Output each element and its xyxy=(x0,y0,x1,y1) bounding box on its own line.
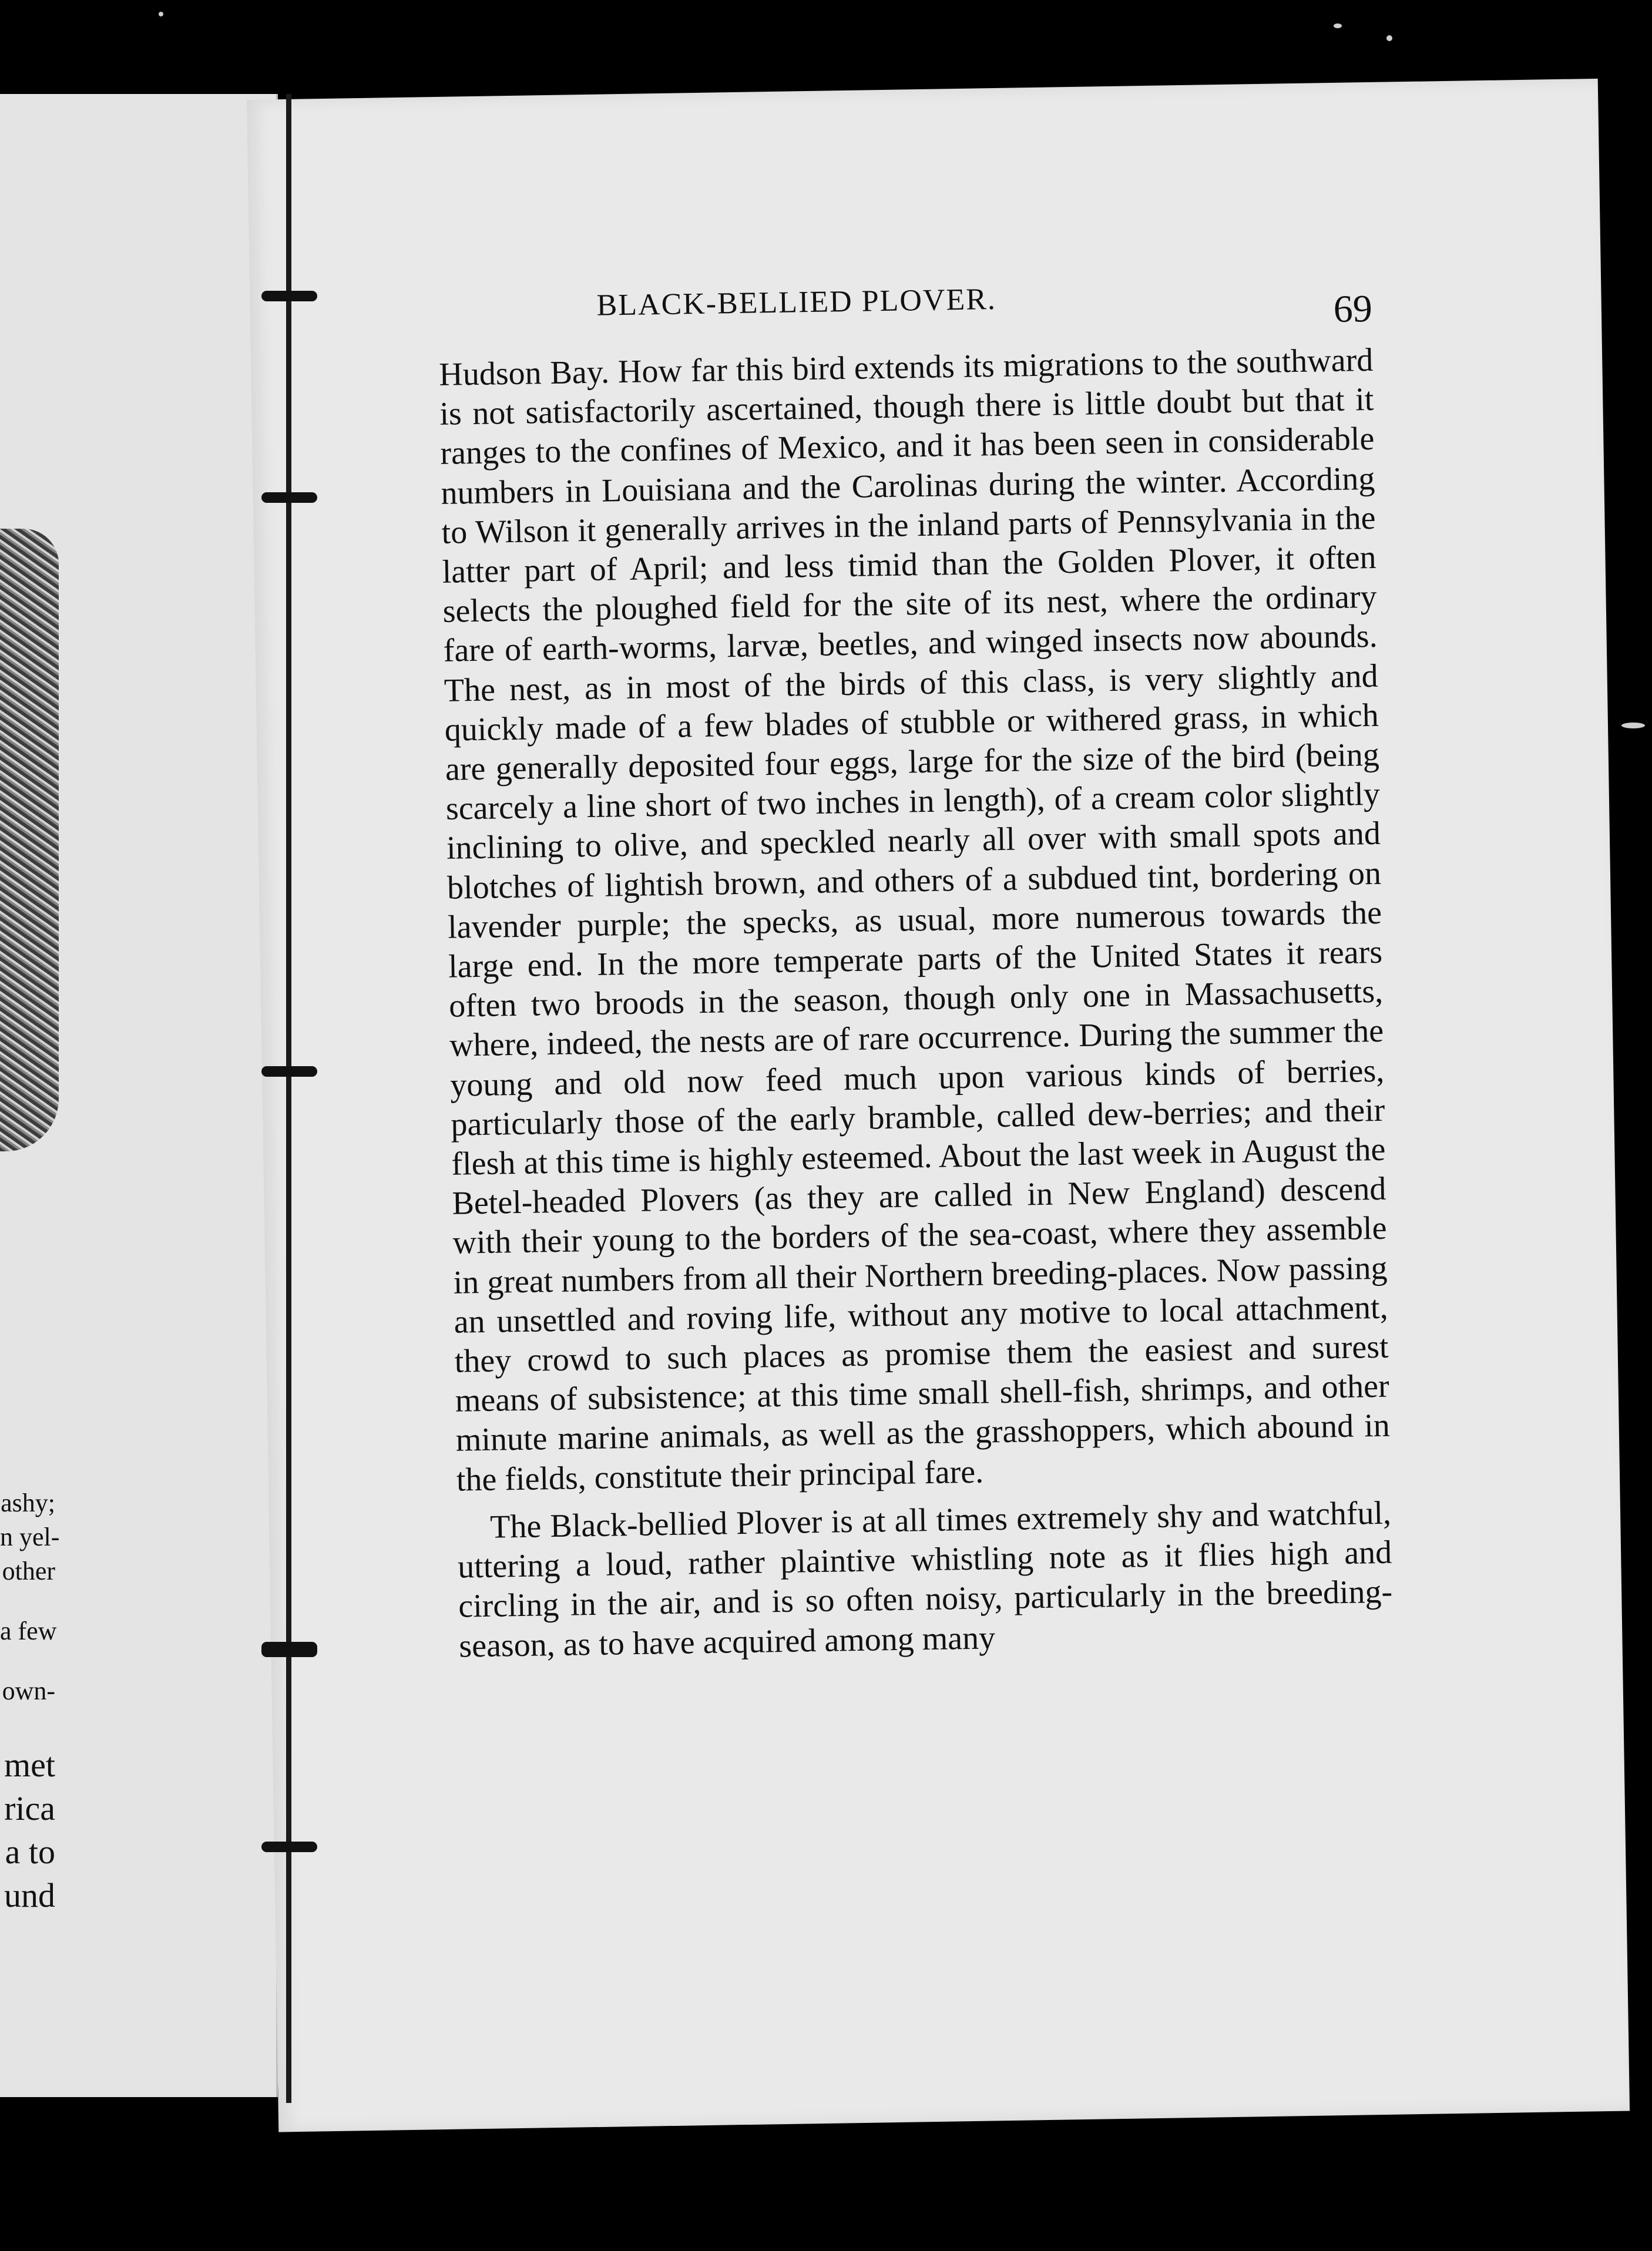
binding-thread xyxy=(286,94,291,2103)
page-body xyxy=(439,341,1394,1666)
running-header xyxy=(438,276,1372,344)
left-facing-page xyxy=(0,94,278,2097)
left-fragment-line: own- xyxy=(2,1677,55,1705)
binding-stitch xyxy=(261,1842,317,1852)
left-fragment-line: a few xyxy=(0,1617,57,1645)
running-title: BLACK-BELLIED PLOVER. xyxy=(596,283,997,322)
left-fragment-line: other xyxy=(2,1557,55,1585)
left-fragment-line: a to xyxy=(5,1833,55,1871)
binding-stitch xyxy=(261,291,317,301)
dust-speck xyxy=(159,12,163,16)
left-fragment-line: met xyxy=(4,1746,55,1784)
left-page-text-fragments xyxy=(0,1486,60,1917)
dust-speck xyxy=(1386,35,1392,41)
paragraph: Hudson Bay. How far this bird extends its migrations to the southward is not satisfactorily ascertained, though there is little doubt but that it ranges to the confines of Mexico, and it has been seen in considerable numbers in Louisiana and the Carolinas during the winter. According to Wilson it generally arrives in the inland parts of Pennsylvania in the latter part of April; and less timid than the Golden Plover, it often selects the ploughed field for the site of its nest, where the ordinary fare of earth-worms, larvæ, beetles, and winged insects now abounds. The nest, as in most of the birds of this class, is very slightly and quickly made of a few blades of stubble or withered grass, in which are generally deposited four eggs, large for the size of the bird (being scarcely a line short of two inches in length), of a cream color slightly inclining to olive, and speckled nearly all over with small spots and blotches of lightish brown, and others of a subdued tint, bordering on lavender purple; the specks, as usual, more numerous towards the large end. In the more temperate parts of the United States it rears often two broods in the season, though only one in Massachusetts, where, indeed, the nests are of rare occurrence. During the summer the young and old now feed much upon various kinds of berries, particularly those of the early bramble, called dew-berries; and their flesh at this time is highly esteemed. About the last week in August the Betel-headed Plovers (as they are called in New England) descend with their young to the borders of the sea-coast, where they assemble in great numbers from all their Northern breeding-places. Now passing an unsettled and roving life, without any motive to local attachment, they crowd to such places as promise them the easiest and surest means of subsistence; at this time small shell-fish, shrimps, and other minute marine animals, as well as the grasshoppers, which abound in the fields, constitute their principal fare. xyxy=(438,341,1391,1499)
page-number: 69 xyxy=(1333,287,1373,331)
left-fragment-line: ashy; xyxy=(1,1489,55,1517)
paragraph: The Black-bellied Plover is at all times extremely shy and watchful, uttering a loud, rather plaintive whistling note as it flies high and circling in the air, and is so often noisy, particularly in the breeding-season, as to have acquired among many xyxy=(457,1494,1393,1665)
bird-engraving-fragment xyxy=(0,529,59,1151)
dust-speck xyxy=(1621,723,1645,728)
left-fragment-line: n yel- xyxy=(0,1523,60,1551)
left-fragment-line: rica xyxy=(4,1789,55,1827)
binding-stitch xyxy=(261,492,317,503)
left-fragment-line: und xyxy=(4,1876,55,1914)
right-text-page xyxy=(247,79,1630,2132)
dust-speck xyxy=(1334,23,1342,28)
binding-stitch xyxy=(261,1066,317,1077)
binding-stitch xyxy=(261,1642,317,1657)
